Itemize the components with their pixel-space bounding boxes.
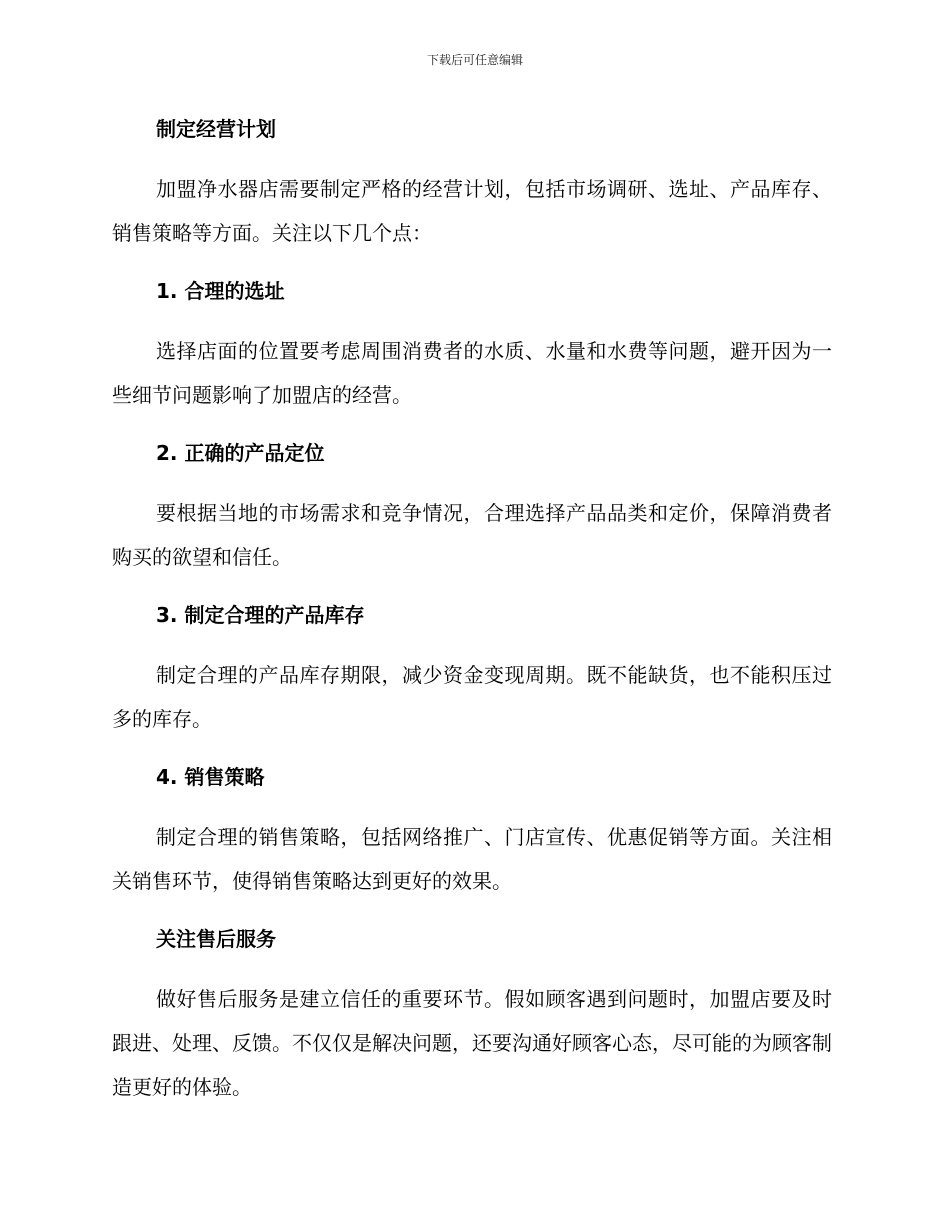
section-paragraph: 加盟净水器店需要制定严格的经营计划，包括市场调研、选址、产品库存、销售策略等方面。关注以下几个点：: [112, 177, 832, 245]
section-paragraph: 要根据当地的市场需求和竞争情况，合理选择产品品类和定价，保障消费者购买的欲望和信任。: [112, 501, 832, 569]
section-heading: 1. 合理的选址: [156, 279, 285, 303]
section-paragraph: 做好售后服务是建立信任的重要环节。假如顾客遇到问题时，加盟店要及时跟进、处理、反馈。不仅仅是解决问题，还要沟通好顾客心态，尽可能的为顾客制造更好的体验。: [112, 987, 832, 1099]
section-paragraph: 选择店面的位置要考虑周围消费者的水质、水量和水费等问题，避开因为一些细节问题影响了加盟店的经营。: [112, 339, 832, 407]
section-paragraph: 制定合理的产品库存期限，减少资金变现周期。既不能缺货，也不能积压过多的库存。: [112, 663, 832, 731]
section-location: [112, 272, 832, 434]
section-paragraph: 制定合理的销售策略，包括网络推广、门店宣传、优惠促销等方面。关注相关销售环节，使得销售策略达到更好的效果。: [112, 825, 832, 893]
section-heading: 制定经营计划: [156, 117, 276, 141]
header-note: 下载后可任意编辑: [426, 53, 523, 67]
section-sales-strategy: [112, 758, 832, 920]
section-product-positioning: [112, 434, 832, 596]
section-after-sales: [112, 920, 832, 1109]
section-heading: 4. 销售策略: [156, 765, 265, 789]
section-inventory: [112, 596, 832, 758]
section-heading: 3. 制定合理的产品库存: [156, 603, 365, 627]
section-business-plan: [112, 110, 832, 272]
section-heading: 关注售后服务: [156, 927, 276, 951]
section-heading: 2. 正确的产品定位: [156, 441, 325, 465]
document-body: [112, 110, 832, 1109]
